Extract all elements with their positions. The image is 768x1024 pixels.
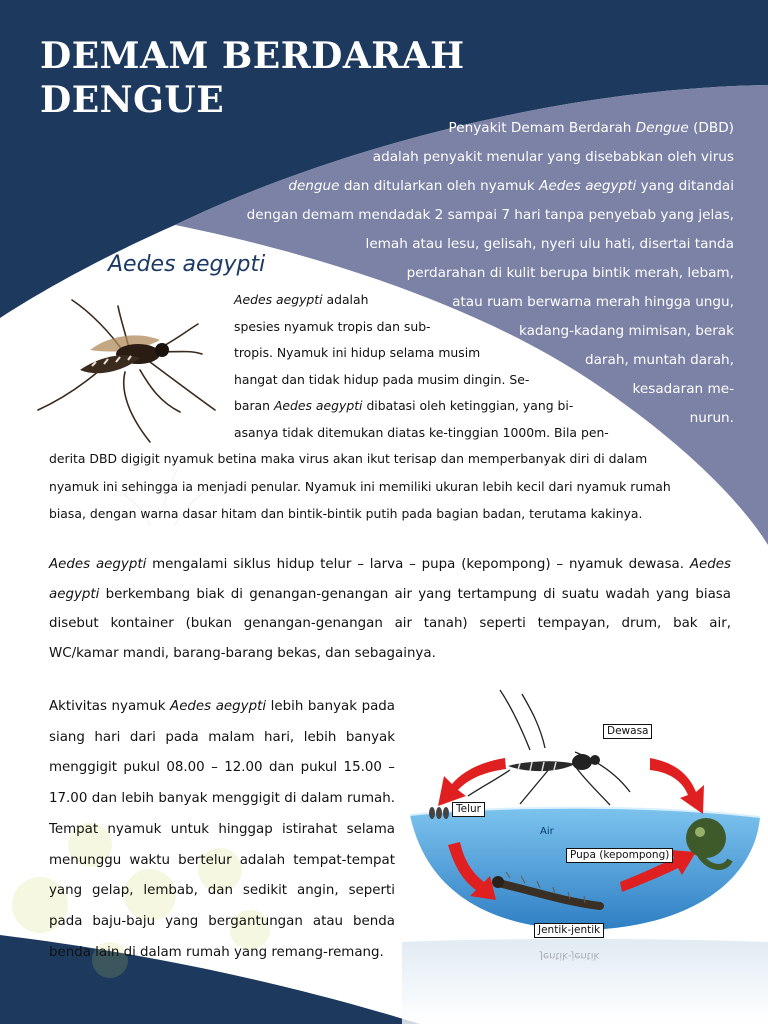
intro-line: darah, muntah darah, [584,352,734,368]
text: dibatasi oleh ketinggian, yang bi- [362,398,574,413]
lifecycle-paragraph [49,550,731,668]
intro-text: yang ditandai [636,178,734,194]
title-line-1: DEMAM BERDARAH [40,35,465,77]
text-italic: Aedes aegypti [49,557,147,572]
activity-paragraph [49,692,395,968]
label-air: Air [540,826,554,837]
intro-line: adalah penyakit menular yang disebabkan oleh virus [372,149,734,165]
label-jentik: Jentik-jentik [534,923,604,938]
title-line-2: DENGUE [40,79,225,121]
text: berkembang biak di genangan-genangan air yang tertampung di suatu wadah yang biasa [99,586,731,602]
text: adalah [322,292,369,307]
intro-text-italic: Aedes aegypti [539,178,637,194]
text: Aktivitas nyamuk [49,699,171,714]
text: baran [234,398,274,413]
text-line: disebut kontainer (bukan genangan-genangan air tanah) seperti tempayan, drum, bak air, [49,616,731,631]
text-line: 17.00 dan lebih banyak menggigit di dalam rumah. [49,791,395,807]
text-line: yang gelap, lembab, dan sedikit angin, seperti [49,883,395,899]
text: mengalami siklus hidup telur – larva – pupa (kepompong) – nyamuk dewasa. [146,557,690,572]
text-italic: Aedes aegypti [170,699,267,714]
text-italic: aegypti [49,586,100,602]
adult-mosquito [468,690,630,805]
text: lebih banyak pada [266,699,395,714]
text-line: Tempat nyamuk untuk hinggap istirahat selama [49,821,395,837]
egg-raft [429,807,449,819]
intro-text-italic: dengue [288,178,340,194]
text-line: derita DBD digigit nyamuk betina maka virus akan ikut terisap dan memperbanyak diri di dalam [49,451,648,466]
text-line: pada baju-baju yang bergantungan atau benda [49,913,395,929]
text-line: nyamuk ini sehingga ia menjadi penular. Nyamuk ini memiliki ukuran lebih kecil dari nyamuk rumah [49,478,671,494]
text-italic: Aedes aegypti [273,398,363,413]
text-line: biasa, dengan warna dasar hitam dan bintik-bintik putih pada bagian badan, terutama kakinya. [49,506,643,521]
mosquito-illustration [30,292,235,452]
text-line: menggigit pukul 08.00 – 12.00 dan pukul 15.00 – [49,760,395,776]
lifecycle-diagram [400,680,768,1024]
intro-line: atau ruam berwarna merah hingga ungu, [452,294,734,310]
intro-text: Penyakit Demam Berdarah [448,120,636,136]
text-line: hangat dan tidak hidup pada musim dingin. Se- [234,371,530,387]
aedes-paragraph-wrapped [234,287,609,446]
intro-text-italic: Dengue [635,120,689,136]
intro-line: kadang-kadang mimisan, berak [518,323,734,339]
intro-line: dengan demam mendadak 2 sampai 7 hari tanpa penyebab yang jelas, [246,207,734,223]
text-line: siang hari dari pada malam hari, lebih banyak [49,729,395,745]
text-line: asanya tidak ditemukan diatas ke-tinggian 1000m. Bila pen- [234,424,609,440]
page-title [40,34,465,122]
label-jentik-reflection: Jentik-jentik [540,950,600,961]
section-heading: Aedes aegypti [108,252,266,277]
text-italic: Aedes [689,557,731,572]
text-line: menunggu waktu bertelur adalah tempat-tempat [49,852,395,868]
intro-line: lemah atau lesu, gelisah, nyeri ulu hati, disertai tanda [365,236,734,252]
label-dewasa: Dewasa [603,724,652,739]
aedes-paragraph-full [49,445,689,528]
text-line: benda lain di dalam rumah yang remang-remang. [49,944,384,960]
text-italic: Aedes aegypti [234,292,323,307]
intro-text: dan ditularkan oleh nyamuk [339,178,540,194]
label-pupa: Pupa (kepompong) [566,848,673,863]
intro-line: nurun. [689,410,734,426]
label-telur: Telur [452,802,485,817]
text-line: tropis. Nyamuk ini hidup selama musim [234,345,481,360]
intro-text: (DBD) [688,120,734,136]
text-line: spesies nyamuk tropis dan sub- [234,318,431,334]
intro-line: perdarahan di kulit berupa bintik merah, lebam, [406,265,734,281]
text-line: WC/kamar mandi, barang-barang bekas, dan sebagainya. [49,645,436,661]
intro-line: kesadaran me- [632,381,734,397]
